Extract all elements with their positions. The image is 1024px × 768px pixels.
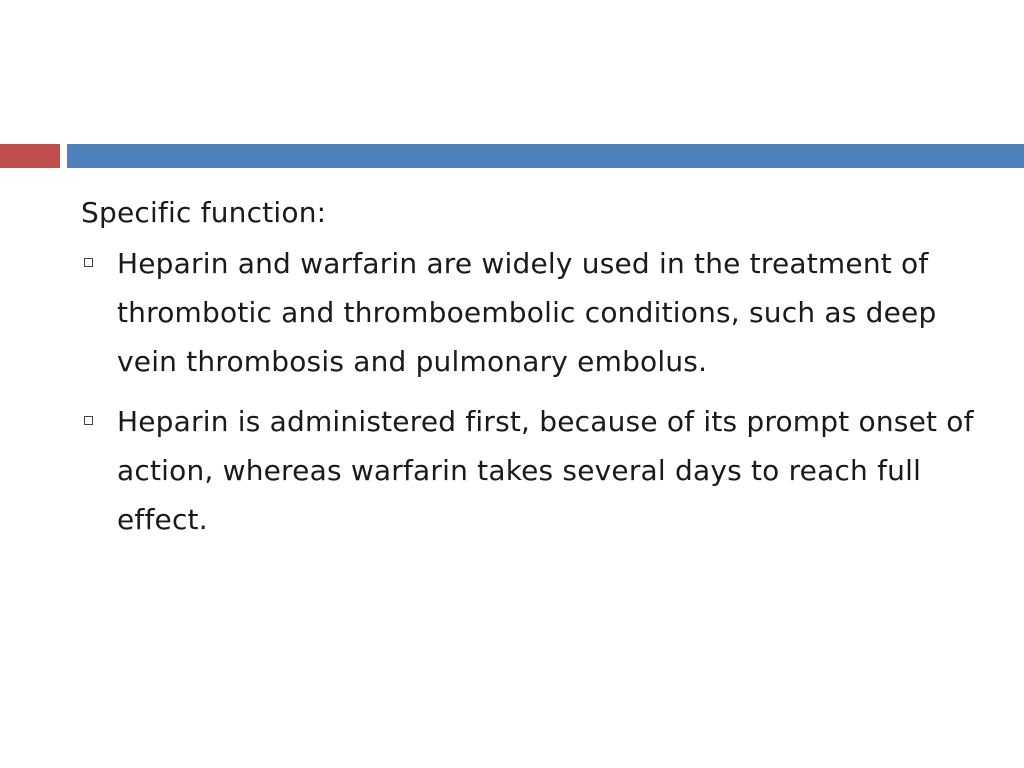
bullet-text: Heparin is administered first, because of its prompt onset of action, whereas warfarin takes several days to reach full effect.	[117, 405, 974, 536]
accent-bar-blue	[67, 144, 1024, 168]
bullet-item	[81, 397, 981, 544]
slide-heading: Specific function:	[81, 196, 327, 229]
accent-bar-red	[0, 144, 60, 168]
bullet-text: Heparin and warfarin are widely used in the treatment of thrombotic and thromboembolic conditions, such as deep vein thrombosis and pulmonary embolus.	[117, 247, 937, 378]
bullet-list	[81, 239, 981, 544]
square-bullet-icon	[84, 258, 93, 267]
bullet-item	[81, 239, 981, 386]
slide-body	[81, 191, 981, 555]
square-bullet-icon	[84, 416, 93, 425]
